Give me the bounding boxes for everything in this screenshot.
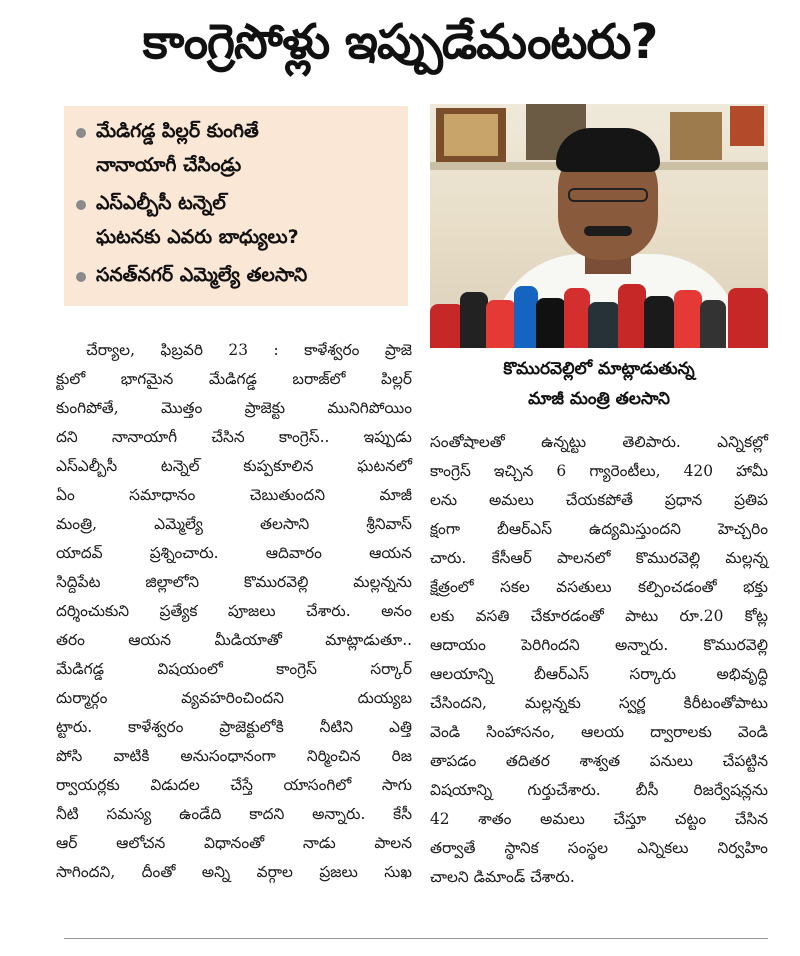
highlight-text [96, 258, 307, 292]
article-line: ఆర్ ఆలోచన విధానంతో నాడు పాలన [56, 834, 412, 852]
highlight-item [76, 258, 398, 292]
article-line: కుంగిపోతే, మొత్తం ప్రాజెక్టు మునిగిపోయిం [56, 399, 412, 417]
bullet-icon [76, 200, 86, 210]
article-line: ట్టారు. కాళేశ్వరం ప్రాజెక్టులోకి నీటిని ఎత్తి [56, 718, 412, 736]
highlight-line: మేడిగడ్డ పిల్లర్ కుంగితే [96, 120, 259, 142]
article-line: వెండి సింహాసనం, ఆలయ ద్వారాలకు వెండి [430, 723, 768, 741]
article-line: నీటి సమస్య ఉండేది కాదని అన్నారు. కేసీ [56, 805, 412, 823]
highlight-line: నానాయాగీ చేసిండ్రు [96, 154, 242, 176]
microphone-icon [674, 290, 702, 348]
article-line: దుర్మార్గం వ్యవహరించిందని దుయ్యబ [56, 689, 412, 707]
person-hair [556, 128, 660, 172]
article-column-1 [56, 336, 412, 887]
highlight-item [76, 186, 398, 254]
microphone-icon [514, 286, 538, 348]
highlight-item [76, 114, 398, 182]
microphone-icon [430, 304, 464, 348]
article-line: సిద్దిపేట జిల్లాలోని కొమురవెల్లి మల్లన్నను [56, 573, 412, 591]
article-line: కాంగ్రెస్ ఇచ్చిన 6 గ్యారెంటీలు, 420 హామీ [430, 462, 768, 480]
article-line: యాదవ్ ప్రశ్నించారు. ఆదివారం ఆయన [56, 544, 412, 562]
highlight-line: ఎస్ఎల్బీసీ టన్నెల్ [96, 192, 226, 214]
microphone-icon [460, 292, 488, 348]
highlight-line: సనత్‌నగర్ ఎమ్మెల్యే తలసాని [96, 264, 308, 286]
microphone-icon [618, 284, 646, 348]
microphone-icon [700, 300, 726, 348]
microphone-icon [564, 288, 590, 348]
article-line: సాగిందని, దీంతో అన్ని వర్గాల ప్రజలు సుఖ [56, 863, 412, 881]
article-line: లను అమలు చేయకపోతే ప్రధాన ప్రతిప [430, 491, 768, 509]
caption-line: కొమురవెల్లిలో మాట్లాడుతున్న [503, 359, 695, 379]
mustache [584, 226, 632, 236]
article-column-2 [430, 428, 768, 892]
microphone-icon [728, 288, 768, 348]
highlight-line: ఘటనకు ఎవరు బాధ్యులు? [96, 226, 299, 248]
news-photo [430, 104, 768, 348]
article-line: చాలని డిమాండ్ చేశారు. [430, 868, 575, 886]
article-line: తరం ఆయన మీడియాతో మాట్లాడుతూ.. [56, 631, 412, 649]
microphone-icon [536, 298, 566, 348]
article-line: ర్వాయర్లకు విడుదల చేస్తే యాసంగిలో సాగు [56, 776, 412, 794]
highlight-text [96, 114, 259, 182]
article-line: విషయాన్ని గుర్తుచేశారు. బీసీ రిజర్వేషన్లను [430, 781, 768, 799]
article-line: దని నానాయాగీ చేసిన కాంగ్రెస్.. ఇప్పుడు [56, 428, 412, 446]
article-line: ఏం సమాధానం చెబుతుందని మాజీ [56, 486, 412, 504]
article-line: క్షంగా బీఆర్ఎస్ ఉద్యమిస్తుందని హెచ్చరిం [430, 520, 768, 538]
article-line: ఆదాయం పెరిగిందని అన్నారు. కొమురవెల్లి [430, 636, 768, 654]
highlights-box [64, 106, 408, 306]
bullet-icon [76, 272, 86, 282]
microphone-icon [588, 302, 620, 348]
wall-frame [436, 108, 506, 162]
article-line: 42 శాతం అమలు చేస్తూ చట్టం చేసిన [430, 810, 768, 828]
headline: కాంగ్రెసోళ్లు ఇప్పుడేమంటరు? [142, 14, 658, 70]
caption-line: మాజీ మంత్రి తలసాని [528, 389, 670, 409]
article-line: తర్వాతే స్థానిక సంస్థల ఎన్నికలు నిర్వహిం [430, 839, 768, 857]
article-line: మేడిగడ్డ విషయంలో కాంగ్రెస్ సర్కార్ [56, 660, 412, 678]
microphone-icon [486, 300, 516, 348]
article-line: పోసి వాటికి అనుసంధానంగా నిర్మించిన రిజ [56, 747, 412, 765]
article-line: చారు. కేసీఆర్ పాలనలో కొమురవెల్లి మల్లన్న [430, 549, 768, 567]
photo-caption [430, 354, 768, 418]
article-line: క్షేత్రంలో సకల వసతులు కల్పించడంతో భక్తు [430, 578, 768, 596]
microphone-icon [644, 296, 674, 348]
article-line: చేసిందని, మల్లన్నకు స్వర్ణ కిరీటంతోపాటు [430, 694, 768, 712]
bullet-icon [76, 128, 86, 138]
divider [64, 938, 768, 939]
wall-frame [670, 112, 722, 160]
article-line: క్టులో భాగమైన మేడిగడ్డ బరాజ్‌లో పిల్లర్ [56, 370, 412, 388]
article-line: ఎస్ఎల్బీసీ టన్నెల్ కుప్పకూలిన ఘటనలో [56, 457, 412, 475]
article-line: ఆలయాన్ని బీఆర్ఎస్ సర్కారు అభివృద్ధి [430, 665, 768, 683]
article-line: దర్శించుకుని ప్రత్యేక పూజలు చేశారు. అనం [56, 602, 412, 620]
article-line: లకు వసతి చేకూరడంతో పాటు రూ.20 కోట్ల [430, 607, 768, 625]
article-line: చేర్యాల, ఫిబ్రవరి 23 : కాళేశ్వరం ప్రాజె [86, 341, 412, 359]
wall-frame [730, 106, 764, 146]
highlight-text [96, 186, 299, 254]
article-line: తాపడం తదితర శాశ్వత పనులు చేపట్టిన [430, 752, 768, 770]
article-line: సంతోషాలతో ఉన్నట్టు తెలిపారు. ఎన్నికల్లో [430, 433, 768, 451]
article-line: మంత్రి, ఎమ్మెల్యే తలసాని శ్రీనివాస్ [56, 515, 412, 533]
glasses-icon [568, 188, 648, 202]
